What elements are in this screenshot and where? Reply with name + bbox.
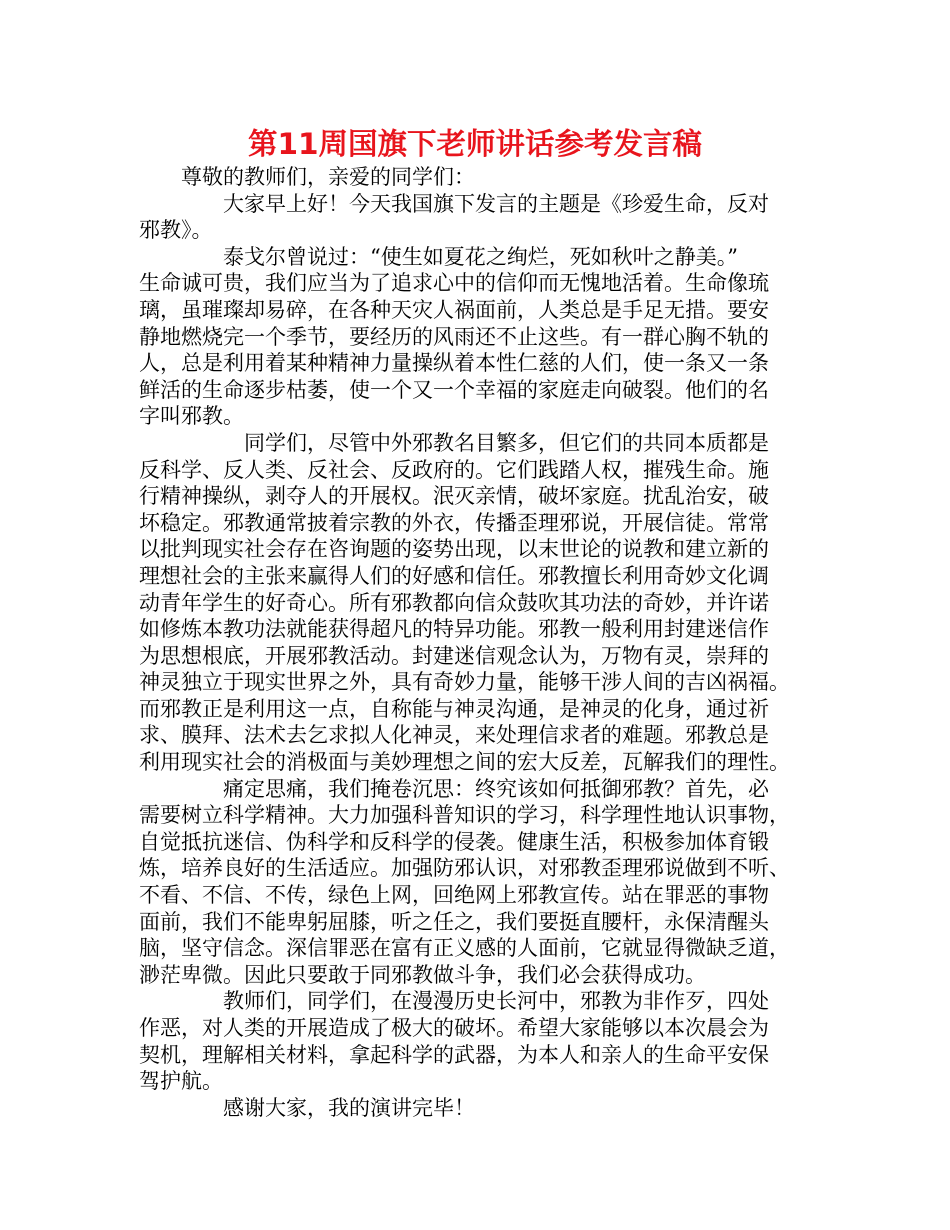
text-line: 尊敬的教师们，亲爱的同学们： bbox=[139, 165, 475, 189]
text-line: 动青年学生的好奇心。所有邪教都向信众鼓吹其功法的奇妙，并许诺 bbox=[139, 590, 769, 615]
text-line: 不看、不信、不传，绿色上网，回绝网上邪教宣传。站在罪恶的事物 bbox=[139, 883, 769, 908]
text-line: 作恶，对人类的开展造成了极大的破坏。希望大家能够以本次晨会为 bbox=[139, 1016, 769, 1040]
text-line: 泰戈尔曾说过：“使生如夏花之绚烂，死如秋叶之静美。” bbox=[139, 244, 738, 269]
document-title: 第11周国旗下老师讲话参考发言稿 bbox=[247, 127, 703, 161]
text-line: 静地燃烧完一个季节，要经历的风雨还不止这些。有一群心胸不轨的 bbox=[139, 324, 769, 349]
text-line: 神灵独立于现实世界之外，具有奇妙力量，能够干涉人间的吉凶祸福。 bbox=[139, 670, 790, 695]
text-line: 感谢大家，我的演讲完毕！ bbox=[139, 1095, 475, 1120]
text-line: 驾护航。 bbox=[139, 1069, 223, 1094]
text-line: 为思想根底，开展邪教活动。封建迷信观念认为，万物有灵，崇拜的 bbox=[139, 643, 769, 668]
text-line: 求、膜拜、法术去乞求拟人化神灵，来处理信求者的难题。邪教总是 bbox=[139, 723, 769, 748]
text-line: 面前，我们不能卑躬屈膝，听之任之，我们要挺直腰杆，永保清醒头 bbox=[139, 909, 769, 934]
text-line: 邪教》。 bbox=[139, 218, 213, 243]
text-line: 行精神操纵，剥夺人的开展权。泯灭亲情，破坏家庭。扰乱治安，破 bbox=[139, 484, 769, 509]
text-line: 渺茫卑微。因此只要敢于同邪教做斗争，我们必会获得成功。 bbox=[139, 962, 706, 987]
text-line: 同学们，尽管中外邪教名目繁多，但它们的共同本质都是 bbox=[139, 430, 769, 455]
text-line: 痛定思痛，我们掩卷沉思：终究该如何抵御邪教？首先，必 bbox=[139, 776, 769, 801]
text-line: 生命诚可贵，我们应当为了追求心中的信仰而无愧地活着。生命像琉 bbox=[139, 271, 769, 296]
text-line: 理想社会的主张来赢得人们的好感和信任。邪教擅长利用奇妙文化调 bbox=[139, 563, 769, 588]
text-line: 人，总是利用着某种精神力量操纵着本性仁慈的人们，使一条又一条 bbox=[139, 351, 769, 376]
text-line: 璃，虽璀璨却易碎，在各种天灾人祸面前，人类总是手足无措。要安 bbox=[139, 297, 769, 322]
text-line: 反科学、反人类、反社会、反政府的。它们践踏人权，摧残生命。施 bbox=[139, 457, 769, 482]
text-line: 字叫邪教。 bbox=[139, 404, 244, 429]
text-line: 坏稳定。邪教通常披着宗教的外衣，传播歪理邪说，开展信徒。常常 bbox=[139, 510, 769, 535]
text-line: 利用现实社会的消极面与美妙理想之间的宏大反差，瓦解我们的理性。 bbox=[139, 750, 790, 775]
text-line: 鲜活的生命逐步枯萎，使一个又一个幸福的家庭走向破裂。他们的名 bbox=[139, 377, 769, 402]
text-line: 自觉抵抗迷信、伪科学和反科学的侵袭。健康生活，积极参加体育锻 bbox=[139, 829, 769, 854]
text-line: 教师们，同学们，在漫漫历史长河中，邪教为非作歹，四处 bbox=[139, 989, 769, 1014]
text-line: 而邪教正是利用这一点，自称能与神灵沟通，是神灵的化身，通过祈 bbox=[139, 696, 769, 721]
text-line: 契机，理解相关材料，拿起科学的武器，为本人和亲人的生命平安保 bbox=[139, 1042, 769, 1067]
text-line: 如修炼本教功法就能获得超凡的特异功能。邪教一般利用封建迷信作 bbox=[139, 617, 769, 642]
text-line: 以批判现实社会存在咨询题的姿势出现，以末世论的说教和建立新的 bbox=[139, 537, 769, 562]
text-line: 脑，坚守信念。深信罪恶在富有正义感的人面前，它就显得微缺乏道， bbox=[139, 936, 790, 961]
speech-body bbox=[139, 164, 819, 1121]
text-line: 炼，培养良好的生活适应。加强防邪认识，对邪教歪理邪说做到不听、 bbox=[139, 856, 790, 881]
text-line: 需要树立科学精神。大力加强科普知识的学习，科学理性地认识事物， bbox=[139, 803, 790, 828]
text-line: 大家早上好！今天我国旗下发言的主题是《珍爱生命，反对 bbox=[139, 191, 769, 216]
